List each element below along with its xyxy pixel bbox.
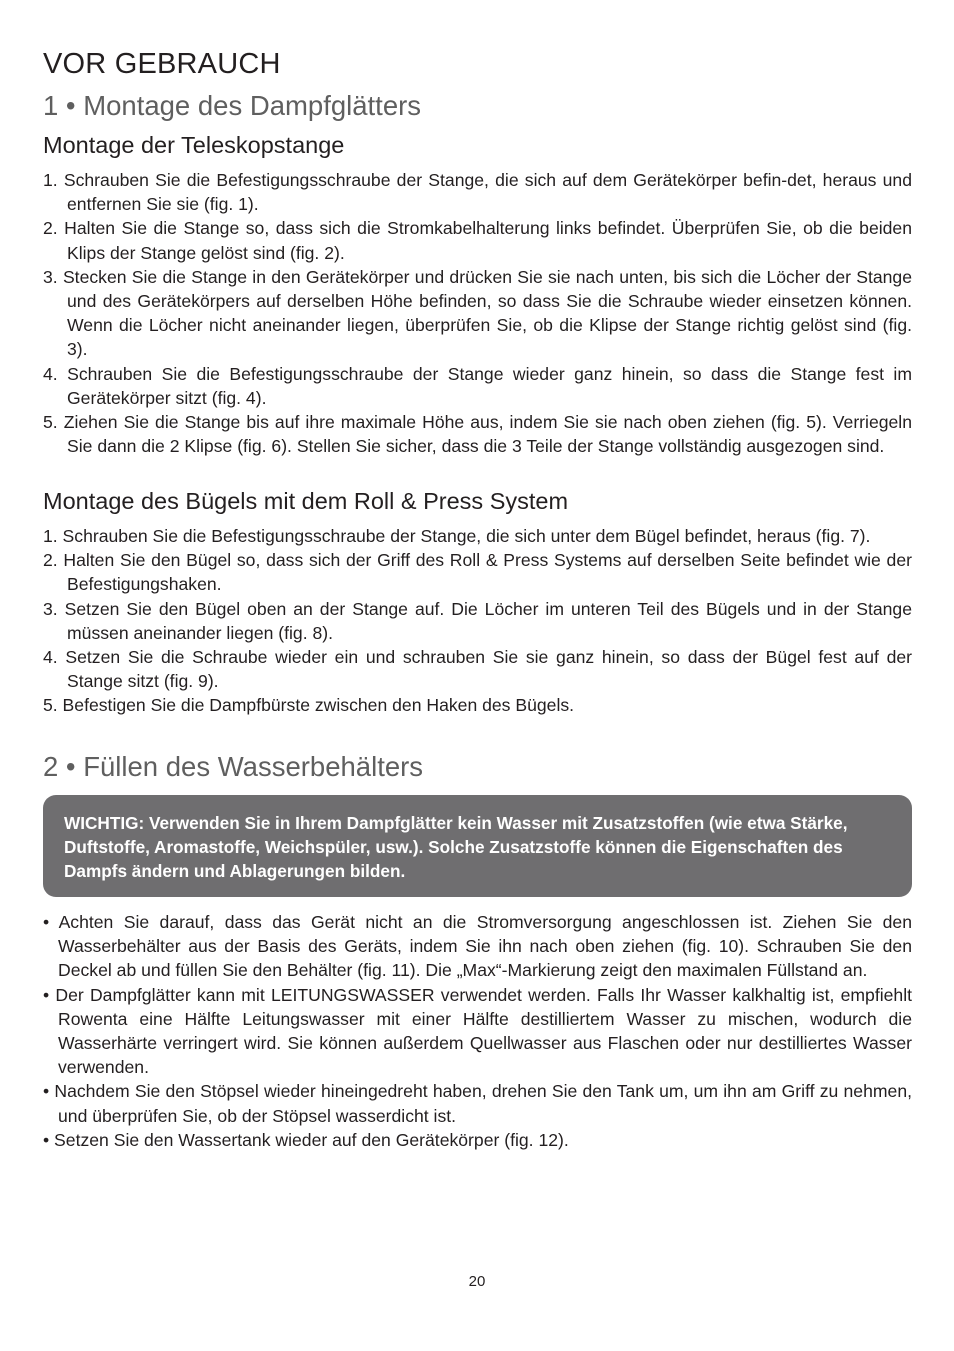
list-item: 4. Schrauben Sie die Befestigungsschraube der Stange wieder ganz hinein, so dass die Stange fest im Gerätekörper sitzt (fig. 4). [43,363,912,408]
list-item: 3. Stecken Sie die Stange in den Gerätekörper und drücken Sie sie nach unten, bis sich die Löcher der Stange und des Gerätekörpers auf derselben Höhe befinden, so dass Sie die Schraube wieder einsetzen können. Wenn die Löcher nicht aneinander liegen, überprüfen Sie, ob die Klipse der Stange richtig gelöst sind (fig. 3). [43,266,912,360]
list-item: 2. Halten Sie den Bügel so, dass sich der Griff des Roll & Press Systems auf derselben Seite befindet wie der Befestigungshaken. [43,550,912,595]
list-item: 1. Schrauben Sie die Befestigungsschraube der Stange, die sich unter dem Bügel befindet, heraus (fig. 7). [43,526,871,546]
page-number: 20 [468,1273,486,1290]
list-item: 5. Befestigen Sie die Dampfbürste zwischen den Haken des Bügels. [43,695,575,716]
list-item: 4. Setzen Sie die Schraube wieder ein und schrauben Sie sie ganz hinein, so dass der Bügel fest auf der Stange sitzt (fig. 9). [43,647,912,692]
section-heading-water-tank: 2 • Füllen des Wasserbehälters [43,751,424,782]
list-item: • Nachdem Sie den Stöpsel wieder hineingedreht haben, drehen Sie den Tank um, um ihn am Griff zu nehmen, und überprüfen Sie, ob der Stöpsel wasserdicht ist. [43,1081,912,1126]
subheading-hanger-roll-press: Montage des Bügels mit dem Roll & Press System [43,488,569,514]
list-item: • Setzen Sie den Wassertank wieder auf den Gerätekörper (fig. 12). [43,1129,569,1150]
important-notice-box [43,795,912,897]
subheading-telescopic-pole: Montage der Teleskopstange [43,132,345,158]
list-item: 3. Setzen Sie den Bügel oben an der Stange auf. Die Löcher im unteren Teil des Bügels und in der Stange müssen aneinander liegen (fig. 8). [43,598,912,643]
important-notice-text: WICHTIG: Verwenden Sie in Ihrem Dampfglätter kein Wasser mit Zusatzstoffen (wie etwa Stärke, Duftstoffe, Aromastoffe, Weichspüler, usw.). Solche Zusatzstoffe können die Eigenschaften des Dampfs ändern und Ablagerungen bilden. [64,813,848,882]
telescopic-pole-steps [43,168,912,458]
page-title: VOR GEBRAUCH [43,48,281,80]
list-item: 1. Schrauben Sie die Befestigungsschraube der Stange, die sich auf dem Gerätekörper befin-det, heraus und entfernen Sie sie (fig. 1). [43,170,912,215]
list-item: 5. Ziehen Sie die Stange bis auf ihre maximale Höhe aus, indem Sie sie nach oben ziehen (fig. 5). Verriegeln Sie dann die 2 Klipse (fig. 6). Stellen Sie sicher, dass die 3 Teile der Stange vollständig ausgezogen sind. [43,412,912,457]
hanger-steps [43,524,912,718]
list-item: • Achten Sie darauf, dass das Gerät nicht an die Stromversorgung angeschlossen ist. Ziehen Sie den Wasserbehälter aus der Basis des Geräts, indem Sie ihn nach oben ziehen (fig. 10). Schrauben Sie den Deckel ab und füllen Sie den Behälter (fig. 11). Die „Max“-Markierung zeigt den maximalen Füllstand an. [43,912,912,981]
list-item: 2. Halten Sie die Stange so, dass sich die Stromkabelhalterung links befindet. Überprüfen Sie, ob die beiden Klips der Stange gelöst sind (fig. 2). [43,218,912,263]
list-item: • Der Dampfglätter kann mit LEITUNGSWASSER verwendet werden. Falls Ihr Wasser kalkhaltig ist, empfiehlt Rowenta eine Hälfte Leitungswasser mit einer Hälfte destilliertem Wasser zu mischen, wodurch die Wasserhärte verringert wird. Sie können außerdem Quellwasser aus Flaschen oder nur destilliertes Wasser verwenden. [43,984,912,1078]
section-heading-assembly: 1 • Montage des Dampfglätters [43,90,422,121]
water-tank-instructions [43,910,912,1152]
